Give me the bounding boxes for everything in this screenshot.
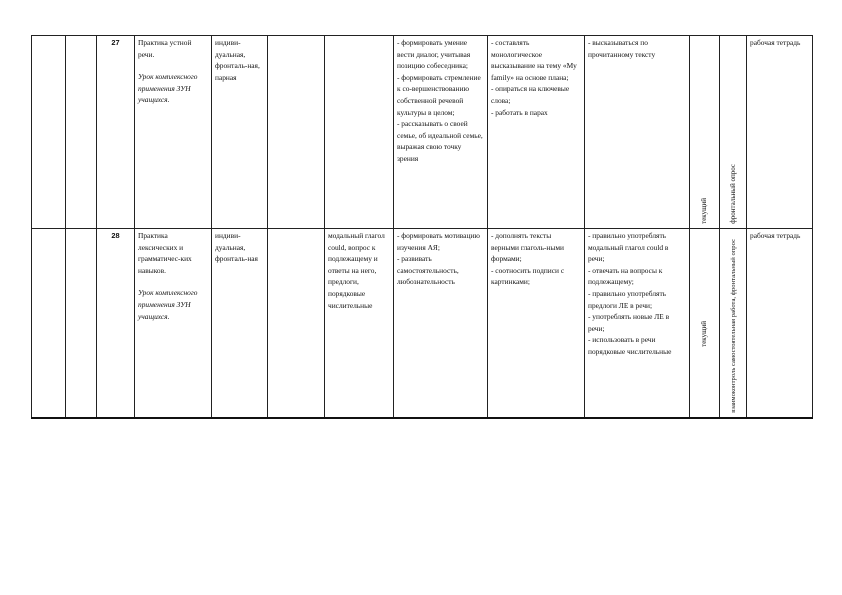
empty-cell xyxy=(268,229,325,418)
lesson-topic-cell xyxy=(135,36,212,229)
control-form: взаимоконтроль самостоятельная работа, фронтальный опрос xyxy=(729,238,737,413)
empty-cell xyxy=(66,229,97,418)
empty-cell xyxy=(268,36,325,229)
lesson-plan-table xyxy=(31,35,813,419)
table-row xyxy=(32,229,813,418)
metasubject-results: - дополнять тексты верными глаголь-ными формами; - соотносить подписи с картинками; xyxy=(488,229,585,418)
personal-results: - формировать умение вести диалог, учитывая позицию собеседника; - формировать стремление к со-вершенствованию собственной речевой культуры в целом; - рассказывать о своей семье, об идеальной семье, выражая свою точку зрения xyxy=(394,36,488,229)
control-form: фронтальный опрос xyxy=(728,164,737,224)
control-form-cell xyxy=(720,36,747,229)
work-form: индиви-дуальная, фронталь-ная xyxy=(212,229,268,418)
lesson-number: 27 xyxy=(97,36,135,229)
subject-results: - правильно употреблять модальный глагол could в речи; - отвечать на вопросы к подлежащему; - правильно употреблять предлоги ЛЕ в речи; - употреблять новые ЛЕ в речи; - использовать в речи порядковые числительные xyxy=(585,229,690,418)
lesson-type: Урок комплексного применения ЗУН учащихся. xyxy=(138,72,198,105)
control-type: текущий xyxy=(700,320,708,347)
lesson-topic: Практика лексических и грамматичес-ких навыков. xyxy=(138,231,192,275)
lesson-type: Урок комплексного применения ЗУН учащихся. xyxy=(138,288,198,321)
lesson-topic: Практика устной речи. xyxy=(138,38,192,59)
lesson-number: 28 xyxy=(97,229,135,418)
homework: рабочая тетрадь xyxy=(747,36,813,229)
empty-cell xyxy=(66,36,97,229)
empty-cell xyxy=(32,36,66,229)
metasubject-results: - составлять монологическое высказывание на тему «My family» на основе плана; - опираться на ключевые слова; - работать в парах xyxy=(488,36,585,229)
empty-cell xyxy=(32,229,66,418)
control-type-cell xyxy=(690,36,720,229)
table-row xyxy=(32,36,813,229)
subject-results: - высказываться по прочитанному тексту xyxy=(585,36,690,229)
control-type-cell xyxy=(690,229,720,418)
personal-results: - формировать мотивацию изучения АЯ; - развивать самостоятельность, любознательность xyxy=(394,229,488,418)
control-form-cell xyxy=(720,229,747,418)
lesson-topic-cell xyxy=(135,229,212,418)
control-type: текущий xyxy=(700,198,708,224)
work-form: индиви-дуальная, фронталь-ная, парная xyxy=(212,36,268,229)
vocabulary-cell xyxy=(325,36,394,229)
vocabulary-cell: модальный глагол could, вопрос к подлежащему и ответы на него, предлоги, порядковые числительные xyxy=(325,229,394,418)
homework: рабочая тетрадь xyxy=(747,229,813,418)
